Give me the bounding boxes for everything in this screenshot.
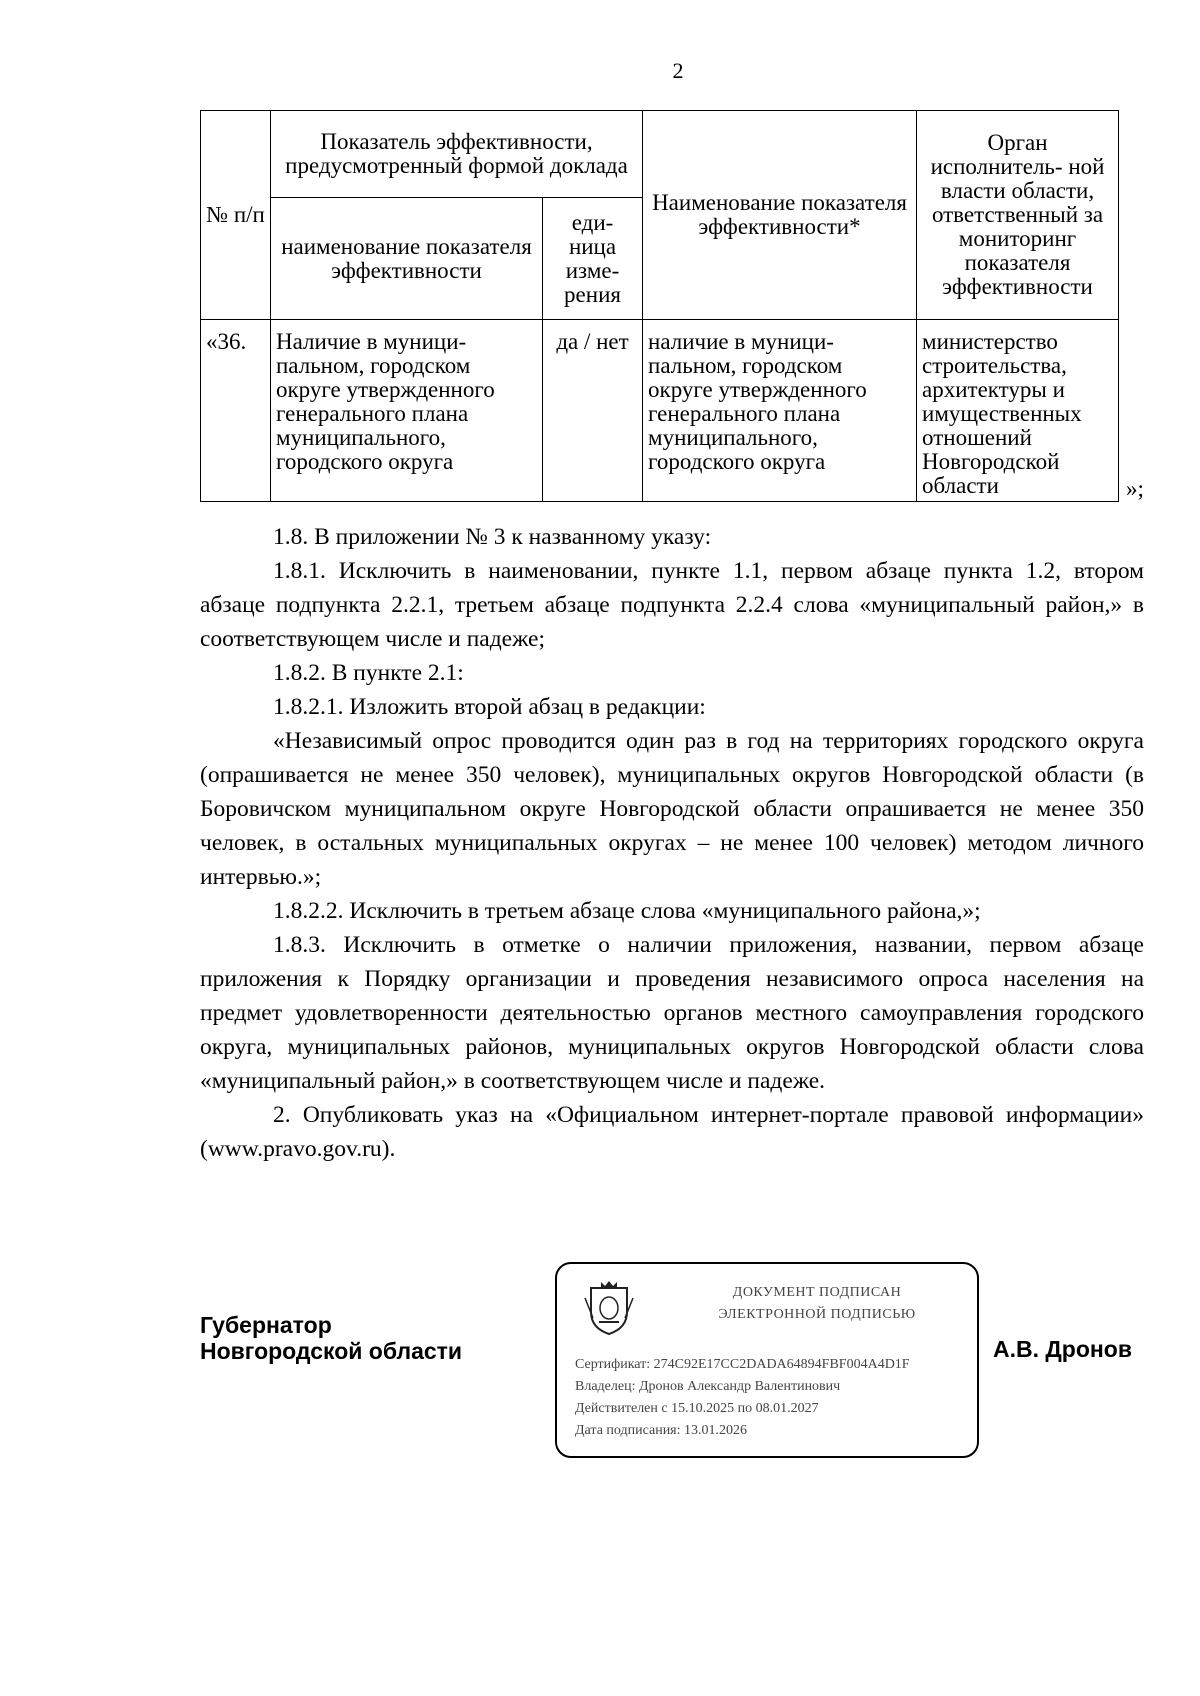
table-row-close-quote: »;	[1126, 476, 1144, 501]
stamp-valid: Действителен с 15.10.2025 по 08.01.2027	[575, 1401, 819, 1416]
table-row	[201, 320, 1119, 502]
signatory-name: А.В. Дронов	[993, 1336, 1132, 1362]
stamp-owner: Владелец: Дронов Александр Валентинович	[575, 1379, 841, 1394]
paragraph: 1.8.1. Исключить в наименовании, пункте 1.1, первом абзаце пункта 1.2, втором абзаце подпункта 2.2.1, третьем абзаце подпункта 2.2.4 слова «муниципальный район,» в соответствующем числе и падеже;	[200, 558, 1144, 652]
indicators-table-wrapper	[200, 110, 1119, 502]
paragraph: 1.8.3. Исключить в отметке о наличии приложения, названии, первом абзаце приложения к Порядку организации и проведения независимого опроса населения на предмет удовлетворенности деятельностью органов местного самоуправления городского округа, муниципальных районов, муниципальных округов Новгородской области слова «муниципальный район,» в соответствующем числе и падеже.	[200, 932, 1144, 1094]
paragraph: 2. Опубликовать указ на «Официальном интернет-портале правовой информации» (www.pravo.gov.ru).	[200, 1102, 1144, 1162]
header-unit: еди- ница изме- рения	[543, 198, 643, 320]
page-number: 2	[672, 58, 684, 83]
stamp-title-line: ДОКУМЕНТ ПОДПИСАН	[732, 1285, 902, 1300]
row-authority: министерство строительства, архитектуры и имущественных отношений Новгородской области	[917, 320, 1119, 502]
signatory-position	[200, 1312, 462, 1364]
row-num: «36.	[201, 320, 271, 502]
header-indicator: Наименование показателя эффективности*	[643, 111, 917, 320]
header-group: Показатель эффективности, предусмотренный формой доклада	[271, 111, 643, 198]
stamp-certificate: Сертификат: 274C92E17CC2DADA64894FBF004A4D1F	[575, 1357, 910, 1372]
row-name: Наличие в муници- пальном, городском округе утвержденного генерального плана муниципального, городского округа	[271, 320, 543, 502]
position-line: Губернатор	[200, 1312, 332, 1338]
stamp-title	[657, 1282, 977, 1326]
stamp-details	[575, 1354, 910, 1442]
indicators-table	[200, 110, 1119, 502]
header-num: № п/п	[201, 111, 271, 320]
stamp-signed-date: Дата подписания: 13.01.2026	[575, 1423, 748, 1438]
coat-of-arms-icon	[583, 1278, 635, 1336]
paragraph: 1.8.2.2. Исключить в третьем абзаце слова «муниципального района,»;	[273, 898, 981, 924]
header-authority: Орган исполнитель- ной власти области, ответственный за мониторинг показателя эффективности	[917, 111, 1119, 320]
electronic-signature-stamp	[555, 1262, 979, 1458]
row-unit: да / нет	[543, 320, 643, 502]
paragraph: 1.8.2.1. Изложить второй абзац в редакции:	[273, 694, 706, 720]
position-line: Новгородской области	[200, 1338, 463, 1364]
decree-body	[200, 520, 1144, 1166]
paragraph: 1.8.2. В пункте 2.1:	[273, 660, 464, 686]
paragraph: «Независимый опрос проводится один раз в год на территориях городского округа (опрашивается не менее 350 человек), муниципальных округов Новгородской области (в Боровичском муниципальном округе Новгородской области опрашивается не менее 350 человек, в остальных муниципальных округах – не менее 100 человек) методом личного интервью.»;	[200, 728, 1144, 890]
row-indicator: наличие в муници- пальном, городском округе утвержденного генерального плана муниципального, городского округа	[643, 320, 917, 502]
header-name: наименование показателя эффективности	[271, 198, 543, 320]
paragraph: 1.8. В приложении № 3 к названному указу:	[273, 524, 712, 550]
stamp-title-line: ЭЛЕКТРОННОЙ ПОДПИСЬЮ	[718, 1307, 916, 1322]
